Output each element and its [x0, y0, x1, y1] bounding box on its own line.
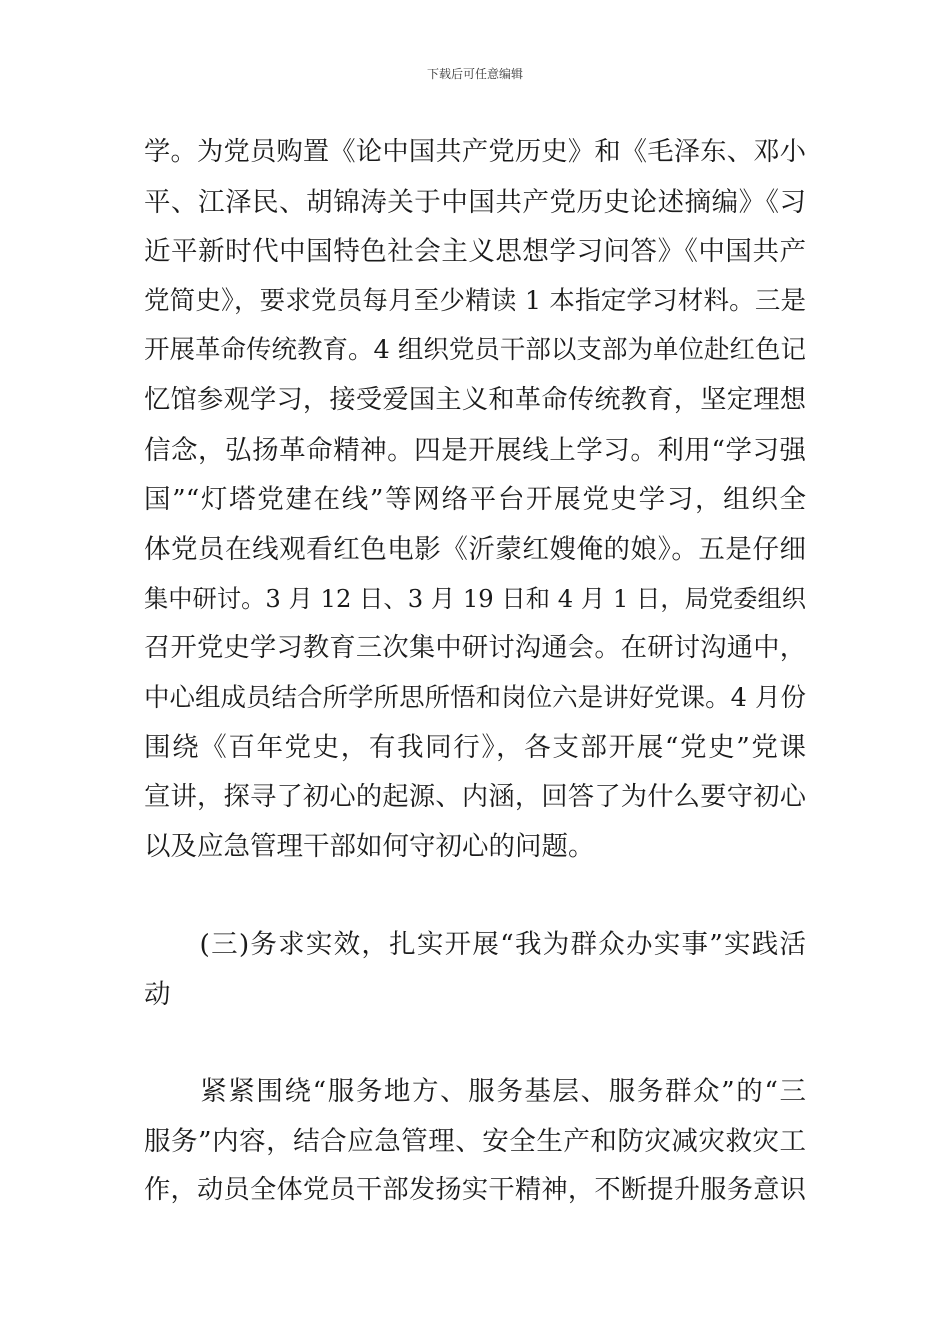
text-line: 集中研讨。3 月 12 日、3 月 19 日和 4 月 1 日，局党委组织 — [144, 584, 806, 614]
text-line: 中心组成员结合所学所思所悟和岗位六是讲好党课。4 月份 — [144, 682, 806, 713]
text-line: 平、江泽民、胡锦涛关于中国共产党历史论述摘编》《习 — [144, 186, 806, 218]
text-line: 服务”内容，结合应急管理、安全生产和防灾减灾救灾工 — [144, 1125, 806, 1157]
text-line: 作，动员全体党员干部发扬实干精神，不断提升服务意识 — [144, 1175, 806, 1206]
text-line: 以及应急管理干部如何守初心的问题。 — [144, 831, 595, 863]
heading-line: (三)务求实效，扎实开展“我为群众办实事”实践活 — [144, 928, 806, 960]
text-line: 宣讲，探寻了初心的起源、内涵，回答了为什么要守初心 — [144, 781, 806, 812]
text-line: 体党员在线观看红色电影《沂蒙红嫂俺的娘》。五是仔细 — [144, 533, 806, 565]
text-line: 紧紧围绕“服务地方、服务基层、服务群众”的“三 — [144, 1076, 806, 1108]
text-line: 近平新时代中国特色社会主义思想学习问答》《中国共产 — [144, 236, 806, 268]
text-line: 召开党史学习教育三次集中研讨沟通会。在研讨沟通中， — [144, 632, 806, 663]
paragraph-study-activities — [144, 128, 806, 872]
heading-line: 动 — [144, 978, 171, 1010]
text-line: 党简史》，要求党员每月至少精读 1 本指定学习材料。三是 — [144, 285, 806, 316]
text-line: 信念，弘扬革命精神。四是开展线上学习。利用“学习强 — [144, 434, 806, 466]
text-line: 忆馆参观学习，接受爱国主义和革命传统教育，坚定理想 — [144, 384, 806, 415]
paragraph-gap — [144, 1019, 806, 1067]
paragraph-gap — [144, 872, 806, 920]
text-line: 围绕《百年党史，有我同行》，各支部开展“党史”党课 — [144, 732, 806, 764]
page-header: 下载后可任意编辑 — [426, 67, 523, 81]
document-body — [144, 128, 806, 1216]
text-line: 开展革命传统教育。4 组织党员干部以支部为单位赴红色记 — [144, 335, 806, 366]
text-line: 国”“灯塔党建在线”等网络平台开展党史学习，组织全 — [144, 484, 806, 516]
section-heading — [144, 920, 806, 1019]
text-line: 学。为党员购置《论中国共产党历史》和《毛泽东、邓小 — [144, 137, 806, 167]
paragraph-service-work — [144, 1067, 806, 1216]
